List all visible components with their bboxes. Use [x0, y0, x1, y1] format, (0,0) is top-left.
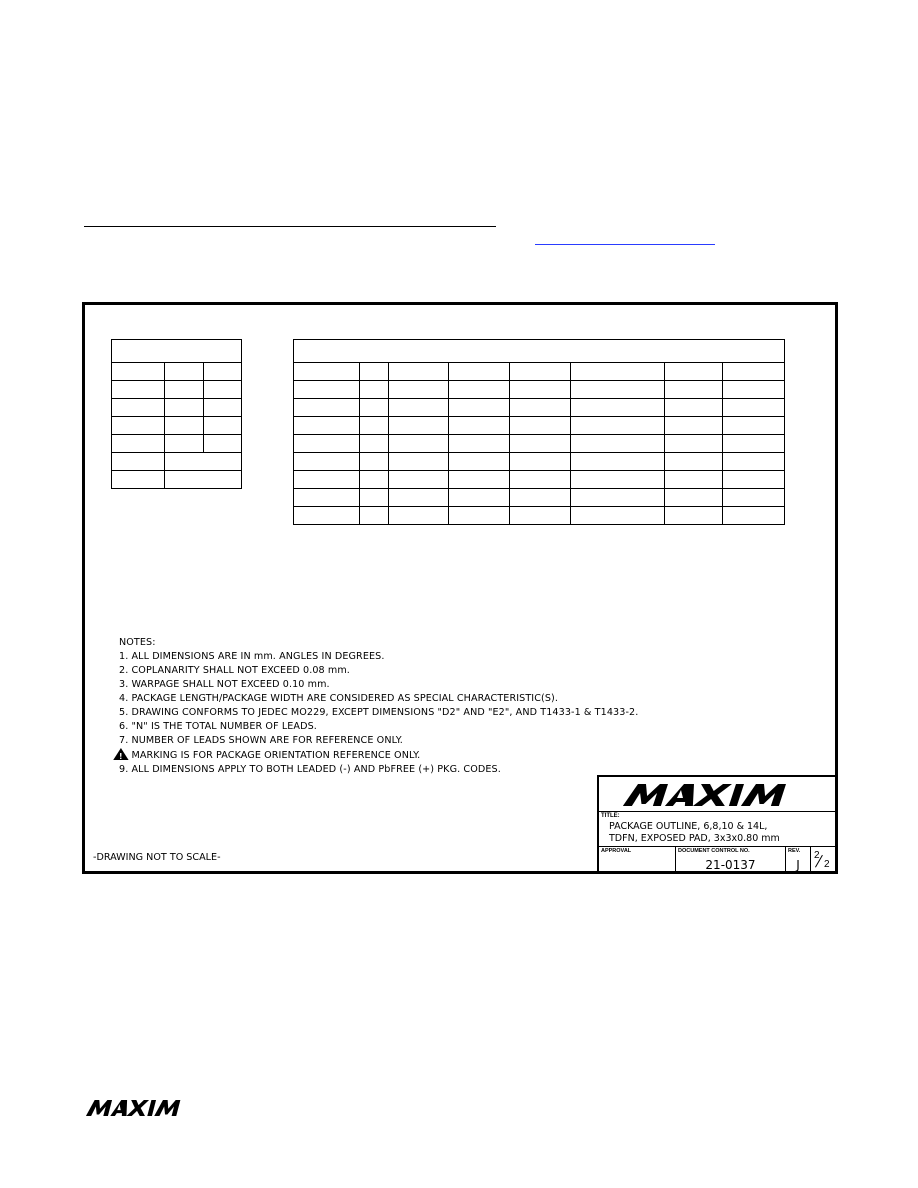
document-number: 21-0137 — [705, 858, 756, 872]
maxim-logo — [623, 784, 813, 806]
sheet-total: 2 — [824, 859, 830, 870]
revision-cell — [786, 847, 811, 873]
sheet-number: 2 — [814, 850, 820, 861]
dimension-table-common — [111, 339, 242, 489]
drawing-title-line-2: TDFN, EXPOSED PAD, 3x3x0.80 mm — [609, 833, 780, 844]
header-link-underline[interactable] — [535, 244, 715, 245]
note-3: 3. WARPAGE SHALL NOT EXCEED 0.10 mm. — [119, 679, 330, 690]
title-block-title-row — [599, 812, 835, 847]
note-6: 6. "N" IS THE TOTAL NUMBER OF LEADS. — [119, 721, 317, 732]
title-block-bottom-row — [599, 847, 835, 873]
table-header-cell — [294, 340, 785, 363]
drawing-title-line-1: PACKAGE OUTLINE, 6,8,10 & 14L, — [609, 821, 768, 832]
title-label: TITLE: — [601, 813, 620, 819]
header-rule — [84, 226, 496, 227]
notes-block — [119, 636, 638, 777]
note-8-text: MARKING IS FOR PACKAGE ORIENTATION REFERENCE ONLY. — [131, 750, 421, 761]
drawing-not-to-scale: -DRAWING NOT TO SCALE- — [93, 852, 221, 863]
note-5: 5. DRAWING CONFORMS TO JEDEC MO229, EXCEPT DIMENSIONS "D2" AND "E2", AND T1433-1 & T1433-2. — [119, 707, 639, 718]
revision-value: J — [796, 858, 800, 872]
note-8 — [119, 748, 638, 763]
note-4: 4. PACKAGE LENGTH/PACKAGE WIDTH ARE CONSIDERED AS SPECIAL CHARACTERISTIC(S). — [119, 693, 559, 704]
note-7: 7. NUMBER OF LEADS SHOWN ARE FOR REFERENCE ONLY. — [119, 735, 403, 746]
document-control-label: DOCUMENT CONTROL NO. — [678, 848, 750, 854]
revision-label: REV. — [788, 848, 801, 854]
note-9: 9. ALL DIMENSIONS APPLY TO BOTH LEADED (-) AND PbFREE (+) PKG. CODES. — [119, 764, 501, 775]
title-block — [597, 775, 837, 873]
document-control-cell — [676, 847, 786, 873]
drawing-title — [609, 821, 780, 845]
table-header-cell — [112, 340, 242, 363]
warning-triangle-icon — [113, 748, 128, 760]
note-2: 2. COPLANARITY SHALL NOT EXCEED 0.08 mm. — [119, 665, 350, 676]
approval-cell — [599, 847, 676, 873]
note-1: 1. ALL DIMENSIONS ARE IN mm. ANGLES IN DEGREES. — [119, 651, 385, 662]
sheet-cell — [811, 847, 835, 873]
title-block-logo-row — [599, 777, 835, 812]
notes-heading: NOTES: — [119, 637, 156, 648]
approval-label: APPROVAL — [601, 848, 632, 854]
package-variations-table — [293, 339, 785, 525]
drawing-frame — [82, 302, 838, 874]
footer-maxim-logo — [86, 1100, 196, 1116]
